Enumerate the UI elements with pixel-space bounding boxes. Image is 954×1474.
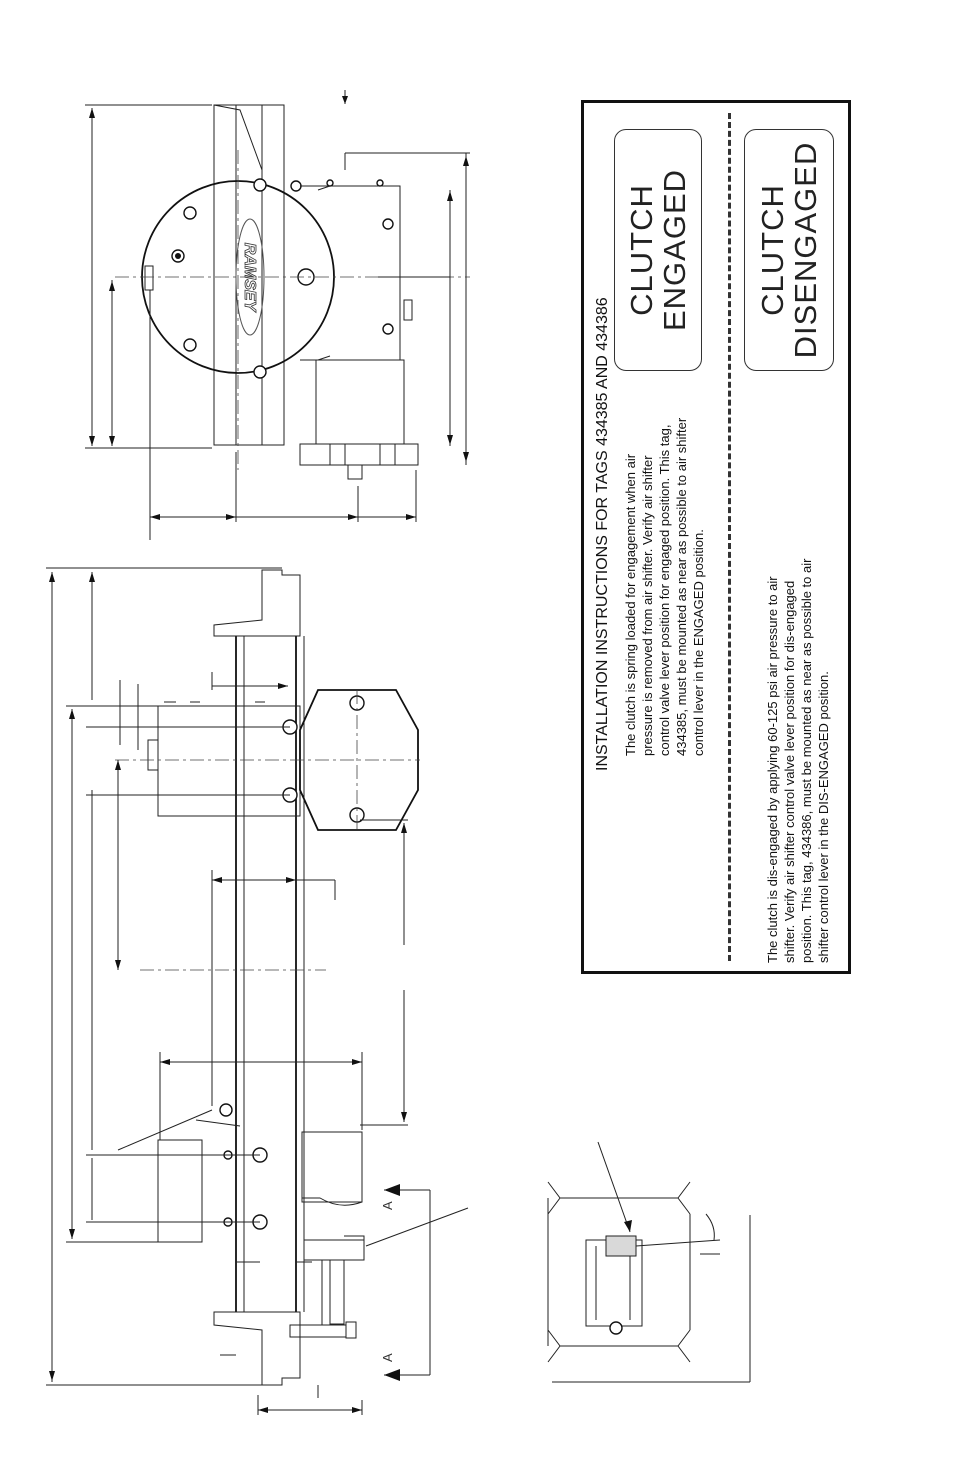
section-label-a-bottom: A — [380, 1353, 395, 1362]
instruction-card-content — [584, 103, 848, 971]
air-shifter-fitting-icon — [606, 1236, 636, 1256]
tag-engaged-line1: CLUTCH — [624, 184, 659, 316]
card-title: INSTALLATION INSTRUCTIONS FOR TAGS 434385 AND 434386 — [594, 297, 611, 771]
engaged-instructions: The clutch is spring loaded for engagement when air pressure is removed from air shifter. Verify air shifter control valve lever position for engaged position. This tag, 434385, must be mounted as near as possible to air shifter control lever in the ENGAGED position. — [623, 417, 706, 756]
side-view — [46, 568, 468, 1415]
card-divider — [728, 113, 731, 961]
disengaged-instructions: The clutch is dis-engaged by applying 60-125 psi air pressure to air shifter. Verify air shifter control valve lever position for dis-engaged position. This tag, 434386, must be mounted as near as possible to air shifter control lever in the DIS-ENGAGED position. — [765, 558, 831, 963]
side-top-plate — [214, 570, 300, 636]
instruction-card — [581, 100, 851, 974]
svg-text:RAMSEY: RAMSEY — [241, 242, 258, 312]
tag-disengaged-line2: DISENGAGED — [788, 141, 823, 359]
clutch-engaged-tag — [614, 129, 702, 371]
tag-engaged-line2: ENGAGED — [657, 168, 692, 332]
clutch-disengaged-tag — [744, 129, 834, 371]
side-bottom-plate — [214, 1312, 300, 1385]
top-motor-body — [316, 360, 404, 444]
top-end-view — [85, 90, 470, 540]
tag-disengaged-line1: CLUTCH — [755, 184, 790, 316]
side-gearbox — [158, 706, 300, 816]
section-a-a-detail — [548, 1142, 750, 1382]
section-label-a-top: A — [380, 1201, 395, 1210]
